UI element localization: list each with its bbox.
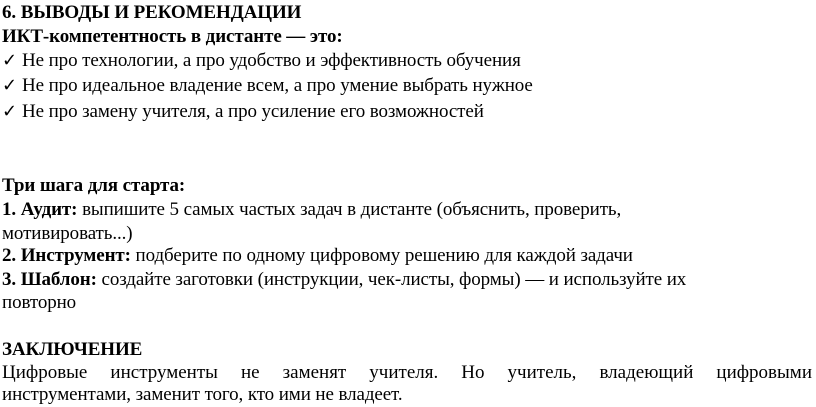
bullet-text: Не про замену учителя, а про усиление его возможностей — [22, 101, 484, 122]
bullet-text: Не про технологии, а про удобство и эффективность обучения — [22, 50, 521, 71]
check-icon: ✓ — [2, 75, 17, 96]
step-text: подберите по одному цифровому решению для каждой задачи — [135, 245, 633, 266]
steps-heading: Три шага для старта: — [2, 175, 186, 196]
bullet-item-2 — [2, 75, 533, 97]
step-text: создайте заготовки (инструкции, чек-листы, формы) — и используйте их — [101, 269, 687, 290]
conclusion-line-2: инструментами, заменит того, кто ими не владеет. — [2, 384, 403, 405]
step-1-continuation: мотивировать...) — [2, 223, 133, 244]
bullet-text: Не про идеальное владение всем, а про умение выбрать нужное — [22, 75, 533, 96]
check-icon: ✓ — [2, 50, 17, 71]
bullet-item-1 — [2, 50, 521, 72]
ikt-heading: ИКТ-компетентность в дистанте — это: — [2, 26, 343, 47]
section-heading: 6. ВЫВОДЫ И РЕКОМЕНДАЦИИ — [2, 2, 302, 23]
check-icon: ✓ — [2, 101, 17, 122]
step-label: 3. Шаблон: — [2, 269, 97, 290]
step-2 — [2, 245, 633, 267]
conclusion-line-1: Цифровые инструменты не заменят учителя. Но учитель, владеющий цифровыми — [2, 362, 812, 383]
step-text: выпишите 5 самых частых задач в дистанте (объяснить, проверить, — [82, 199, 622, 220]
step-3-continuation: повторно — [2, 292, 77, 313]
step-label: 2. Инструмент: — [2, 245, 131, 266]
conclusion-heading: ЗАКЛЮЧЕНИЕ — [2, 339, 143, 360]
step-3 — [2, 269, 686, 291]
step-label: 1. Аудит: — [2, 199, 78, 220]
bullet-item-3 — [2, 101, 484, 123]
step-1 — [2, 199, 621, 221]
